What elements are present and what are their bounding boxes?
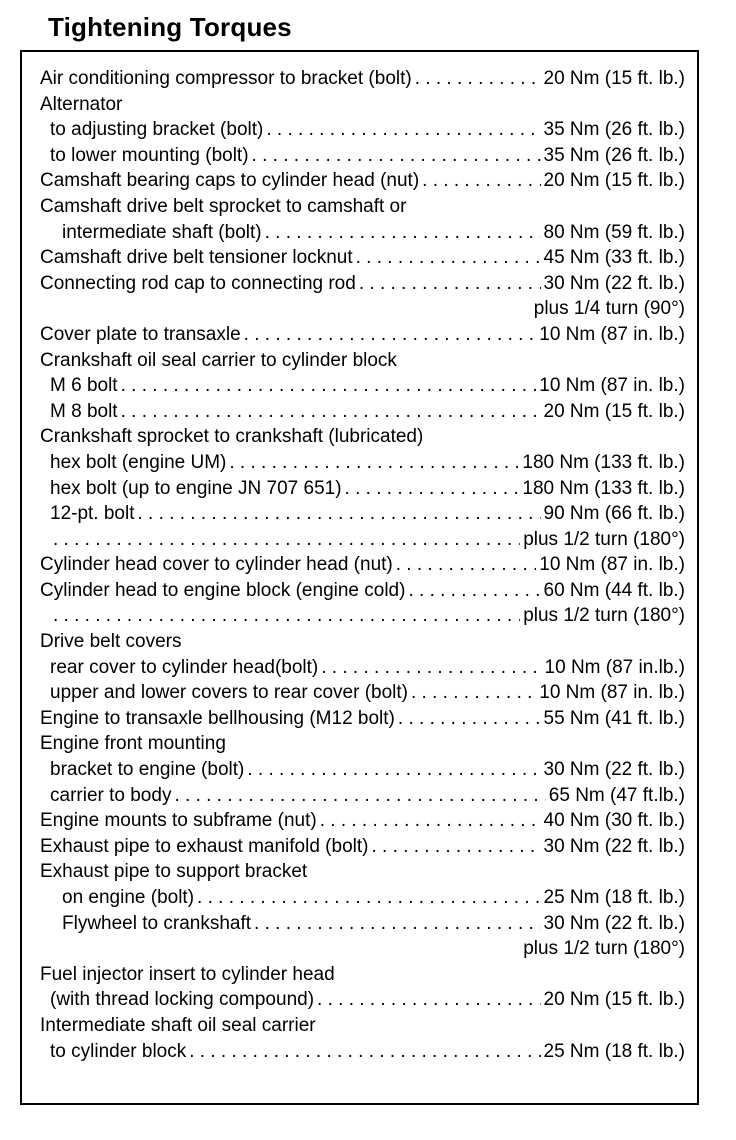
torque-row [40,1013,685,1039]
torque-row [40,655,685,681]
dot-leader [189,1039,540,1065]
torque-row-value: plus 1/4 turn (90°) [533,298,685,320]
torque-row [40,348,685,374]
torque-row-value: 90 Nm (66 ft. lb.) [543,503,685,525]
torque-row [40,936,685,962]
torque-row-label: 12-pt. bolt [50,503,135,525]
dot-leader [345,476,520,502]
torque-row [40,1039,685,1065]
torque-row-label: Fuel injector insert to cylinder head [40,963,335,985]
torque-row [40,552,685,578]
dot-leader [121,399,541,425]
dot-leader [371,834,540,860]
torque-row-label: to adjusting bracket (bolt) [50,119,264,141]
torque-row-label: Cover plate to transaxle [40,323,241,345]
torque-row-label: M 8 bolt [50,400,118,422]
torque-row [40,527,685,553]
dot-leader [317,987,540,1013]
torque-table [20,50,699,1105]
torque-row [40,987,685,1013]
dot-leader [356,245,541,271]
torque-row-label: on engine (bolt) [62,887,195,908]
torque-row-label: Drive belt covers [40,631,182,653]
torque-row [40,578,685,604]
torque-row-value: 30 Nm (22 ft. lb.) [543,912,685,934]
torque-row [40,220,685,246]
torque-row [40,399,685,425]
torque-row [40,66,685,92]
torque-row-label: Camshaft bearing caps to cylinder head (nut) [40,170,420,192]
torque-row-value: 30 Nm (22 ft. lb.) [543,835,685,857]
torque-row-value: 20 Nm (15 ft. lb.) [543,989,685,1011]
torque-row-value: 45 Nm (33 ft. lb.) [543,247,685,269]
torque-row [40,194,685,220]
torque-row-label: Exhaust pipe to support bracket [40,861,308,883]
dot-leader [138,501,541,527]
torque-row-label: Alternator [40,93,123,115]
torque-row-label: bracket to engine (bolt) [50,759,245,781]
dot-leader [359,271,541,297]
torque-row-value: 60 Nm (44 ft. lb.) [543,579,685,601]
dot-leader [396,552,537,578]
torque-row-value: 35 Nm (26 ft. lb.) [543,144,685,166]
torque-row-label: Camshaft drive belt tensioner locknut [40,247,353,269]
torque-row [40,168,685,194]
torque-row-label: Cylinder head to engine block (engine cold) [40,579,406,601]
torque-row-label: Flywheel to crankshaft [62,912,252,934]
torque-row-label: Engine mounts to subframe (nut) [40,810,317,832]
torque-row-value: 20 Nm (15 ft. lb.) [543,400,685,422]
torque-row-label: rear cover to cylinder head(bolt) [50,656,319,678]
torque-row-value: 35 Nm (26 ft. lb.) [543,119,685,141]
torque-row-value: 30 Nm (22 ft. lb.) [543,759,685,781]
dot-leader [398,706,541,732]
dot-leader [53,603,520,629]
dot-leader [321,655,541,681]
torque-row-value: 20 Nm (15 ft. lb.) [543,68,685,89]
torque-row [40,962,685,988]
torque-row [40,501,685,527]
torque-row [40,476,685,502]
dot-leader [197,885,540,911]
dot-leader [266,117,540,143]
dot-leader [320,808,541,834]
dot-leader [415,66,541,92]
torque-row [40,373,685,399]
torque-row-value: 25 Nm (18 ft. lb.) [543,1040,685,1062]
torque-row [40,271,685,297]
torque-row-label: upper and lower covers to rear cover (bolt) [50,682,408,704]
torque-row-label: Engine to transaxle bellhousing (M12 bolt) [40,707,395,729]
torque-row-label: carrier to body [50,784,172,806]
torque-row [40,322,685,348]
torque-row-value: 30 Nm (22 ft. lb.) [543,272,685,294]
torque-row-value: 10 Nm (87 in. lb.) [539,323,685,345]
torque-row [40,706,685,732]
torque-row [40,92,685,118]
torque-row-value: 10 Nm (87 in.lb.) [544,656,685,678]
torque-row-value: 10 Nm (87 in. lb.) [539,554,685,576]
torque-row-value: plus 1/2 turn (180°) [523,938,685,960]
torque-row [40,783,685,809]
torque-row-label: Air conditioning compressor to bracket (bolt) [40,68,412,89]
torque-row-value: plus 1/2 turn (180°) [523,605,685,627]
dot-leader [408,578,540,604]
torque-row-label: Engine front mounting [40,733,226,755]
dot-leader [265,220,541,246]
torque-row-label: Cylinder head cover to cylinder head (nut) [40,554,393,576]
torque-row [40,603,685,629]
torque-row-label: Camshaft drive belt sprocket to camshaft or [40,195,407,217]
torque-row-value: 55 Nm (41 ft. lb.) [543,707,685,729]
torque-row-value: 180 Nm (133 ft. lb.) [522,451,685,473]
torque-row [40,143,685,169]
dot-leader [247,757,540,783]
torque-row-label: intermediate shaft (bolt) [62,221,262,243]
torque-row-label: to lower mounting (bolt) [50,144,249,166]
torque-row [40,808,685,834]
torque-row-label: Connecting rod cap to connecting rod [40,272,356,294]
torque-row [40,731,685,757]
torque-row-label: (with thread locking compound) [50,989,315,1011]
torque-row-value: 20 Nm (15 ft. lb.) [543,170,685,192]
torque-row-label: hex bolt (up to engine JN 707 651) [50,477,342,499]
dot-leader [422,168,540,194]
dot-leader [53,527,520,553]
torque-row-value: plus 1/2 turn (180°) [523,528,685,550]
torque-row [40,834,685,860]
dot-leader [252,143,541,169]
torque-row [40,859,685,885]
torque-row [40,680,685,706]
torque-row-label: M 6 bolt [50,375,118,397]
torque-row [40,296,685,322]
dot-leader [254,911,540,937]
dot-leader [229,450,519,476]
dot-leader [244,322,537,348]
torque-row-label: to cylinder block [50,1040,187,1062]
torque-row-value: 25 Nm (18 ft. lb.) [543,887,685,908]
torque-row [40,757,685,783]
torque-row-label: Crankshaft sprocket to crankshaft (lubricated) [40,426,424,448]
torque-row [40,245,685,271]
torque-row [40,117,685,143]
torque-row-value: 80 Nm (59 ft. lb.) [543,221,685,243]
dot-leader [411,680,536,706]
torque-row-label: hex bolt (engine UM) [50,451,227,473]
torque-row-value: 180 Nm (133 ft. lb.) [522,477,685,499]
torque-row-value: 40 Nm (30 ft. lb.) [543,810,685,832]
torque-row [40,450,685,476]
torque-row [40,424,685,450]
torque-row-value: 10 Nm (87 in. lb.) [539,375,685,397]
torque-row-label: Crankshaft oil seal carrier to cylinder block [40,349,397,371]
dot-leader [174,783,545,809]
torque-list [40,66,685,1064]
page-title: Tightening Torques [48,12,292,42]
dot-leader [121,373,537,399]
torque-row [40,629,685,655]
torque-row-label: Exhaust pipe to exhaust manifold (bolt) [40,835,369,857]
torque-row [40,885,685,911]
torque-row-value: 10 Nm (87 in. lb.) [539,682,685,704]
torque-row-label: Intermediate shaft oil seal carrier [40,1014,316,1036]
torque-row-value: 65 Nm (47 ft.lb.) [548,784,685,806]
torque-row [40,911,685,937]
